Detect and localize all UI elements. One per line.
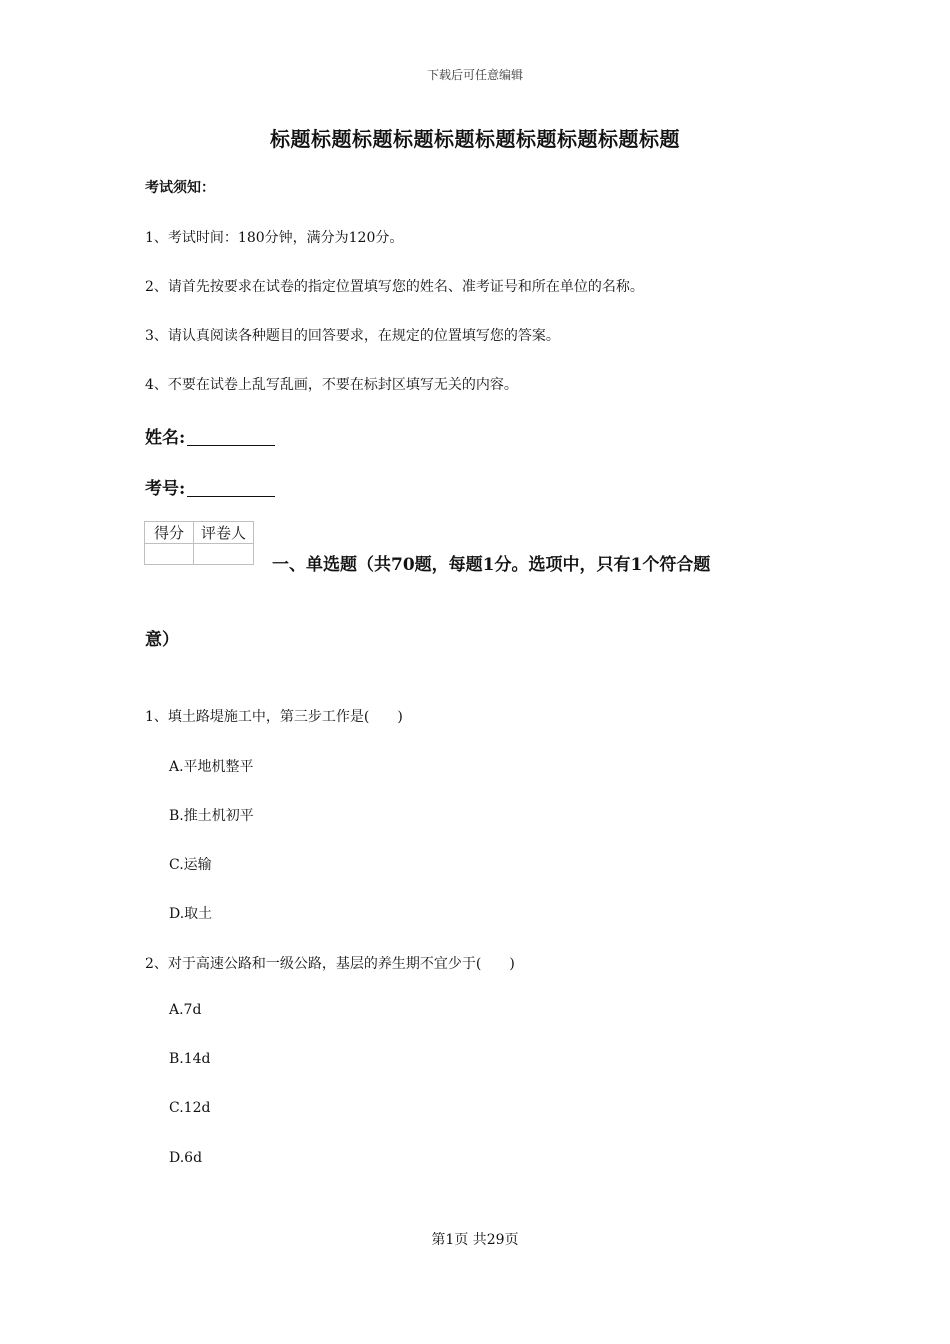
id-field <box>145 474 275 499</box>
section-title: 一、单选题（共70题，每题1分。选项中，只有1个符合题 <box>272 555 711 575</box>
section-title-continued: 意） <box>145 630 179 650</box>
name-field <box>145 423 275 448</box>
question-2-option-a: A.7d <box>169 1002 202 1018</box>
id-blank-line[interactable] <box>187 495 275 497</box>
grader-header: 评卷人 <box>194 522 254 544</box>
notice-item-2: 2、请首先按要求在试卷的指定位置填写您的姓名、准考证号和所在单位的名称。 <box>145 279 644 295</box>
question-2-stem: 2、对于高速公路和一级公路，基层的养生期不宜少于( ) <box>145 956 515 972</box>
document-title: 标题标题标题标题标题标题标题标题标题标题 <box>270 127 680 151</box>
notice-heading: 考试须知： <box>145 180 215 196</box>
score-table <box>144 521 254 565</box>
question-2-option-c: C.12d <box>169 1100 211 1116</box>
question-1-option-a: A.平地机整平 <box>169 759 254 775</box>
grader-cell[interactable] <box>194 544 254 565</box>
score-cell[interactable] <box>145 544 194 565</box>
header-note: 下载后可任意编辑 <box>426 68 523 82</box>
name-label: 姓名: <box>145 428 186 448</box>
question-1-option-c: C.运输 <box>169 857 212 873</box>
question-2-option-d: D.6d <box>169 1150 203 1166</box>
notice-item-1: 1、考试时间：180分钟，满分为120分。 <box>145 230 404 246</box>
notice-item-4: 4、不要在试卷上乱写乱画，不要在标封区填写无关的内容。 <box>145 377 518 393</box>
question-1-option-d: D.取土 <box>169 906 213 922</box>
question-2-option-b: B.14d <box>169 1051 211 1067</box>
page-footer: 第1页 共29页 <box>431 1232 519 1248</box>
question-1-option-b: B.推土机初平 <box>169 808 254 824</box>
score-header: 得分 <box>145 522 194 544</box>
id-label: 考号: <box>145 479 186 499</box>
question-1-stem: 1、填土路堤施工中，第三步工作是( ) <box>145 709 403 725</box>
notice-item-3: 3、请认真阅读各种题目的回答要求，在规定的位置填写您的答案。 <box>145 328 560 344</box>
name-blank-line[interactable] <box>187 444 275 446</box>
